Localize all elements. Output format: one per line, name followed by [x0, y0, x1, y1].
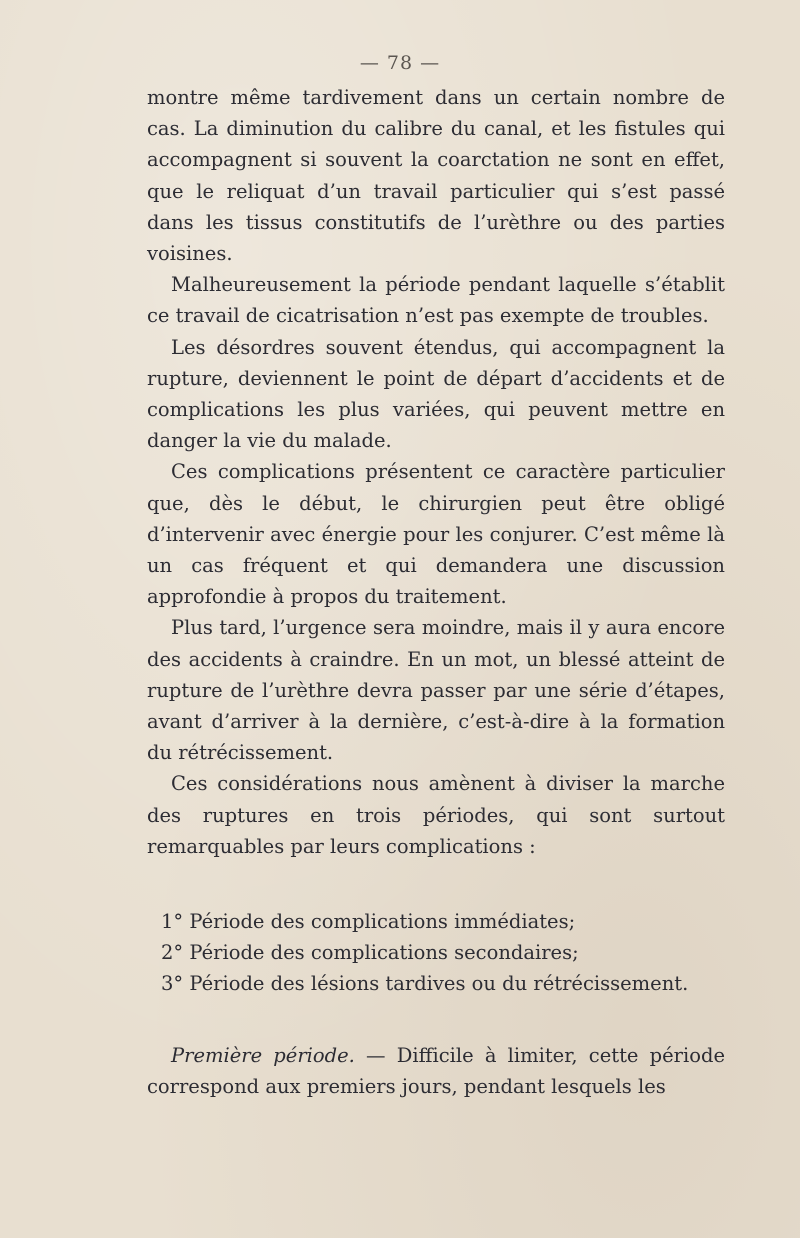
paragraph-desordres: Les désordres souvent étendus, qui accompagnent la rupture, deviennent le point de départ d’accidents et de complications les plus variées, qui peuvent mettre en danger la vie du malade.	[147, 335, 725, 453]
section-dash: —	[354, 1043, 397, 1067]
paragraph-complications: Ces complications présentent ce caractère particulier que, dès le début, le chirurgien peut être obligé d’intervenir avec énergie pour les conjurer. C’est même là un cas fréquent et qui demandera une discussion approfondie à propos du traitement.	[147, 460, 725, 609]
paragraph-urgence: Plus tard, l’urgence sera moindre, mais il y aura encore des accidents à craindre. En un mot, un blessé atteint de rupture de l’urèthre devra passer par une série d’étapes, avant d’arriver à la dernière, c’est-à-dire à la formation du rétrécissement.	[147, 616, 725, 765]
period-item-1: 1° Période des complications immédiates;	[161, 910, 576, 934]
paragraph-cicatrisation: Malheureusement la période pendant laquelle s’établit ce travail de cicatrisation n’est pas exempte de troubles.	[147, 273, 725, 328]
periods-list	[147, 906, 725, 1000]
period-item-3: 3° Période des lésions tardives ou du rétrécissement.	[161, 972, 689, 996]
paragraph-considerations: Ces considérations nous amènent à diviser la marche des ruptures en trois périodes, qui sont surtout remarquables par leurs complications :	[147, 772, 725, 858]
period-item-2: 2° Période des complications secondaires;	[161, 941, 579, 965]
section-title: Première période.	[171, 1043, 355, 1067]
page-number: — 78 —	[359, 52, 441, 74]
paragraph-continuation: montre même tardivement dans un certain nombre de cas. La diminution du calibre du canal, et les fistules qui accompagnent si souvent la coarctation ne sont en effet, que le reliquat d’un travail particulier qui s’est passé dans les tissus constitutifs de l’urèthre ou des parties voisines.	[147, 86, 725, 266]
section-first-period	[147, 1040, 725, 1102]
section-text: Difficile à limiter, cette période correspond aux premiers jours, pendant lesquels les	[147, 1043, 725, 1098]
body-text	[147, 82, 725, 1102]
